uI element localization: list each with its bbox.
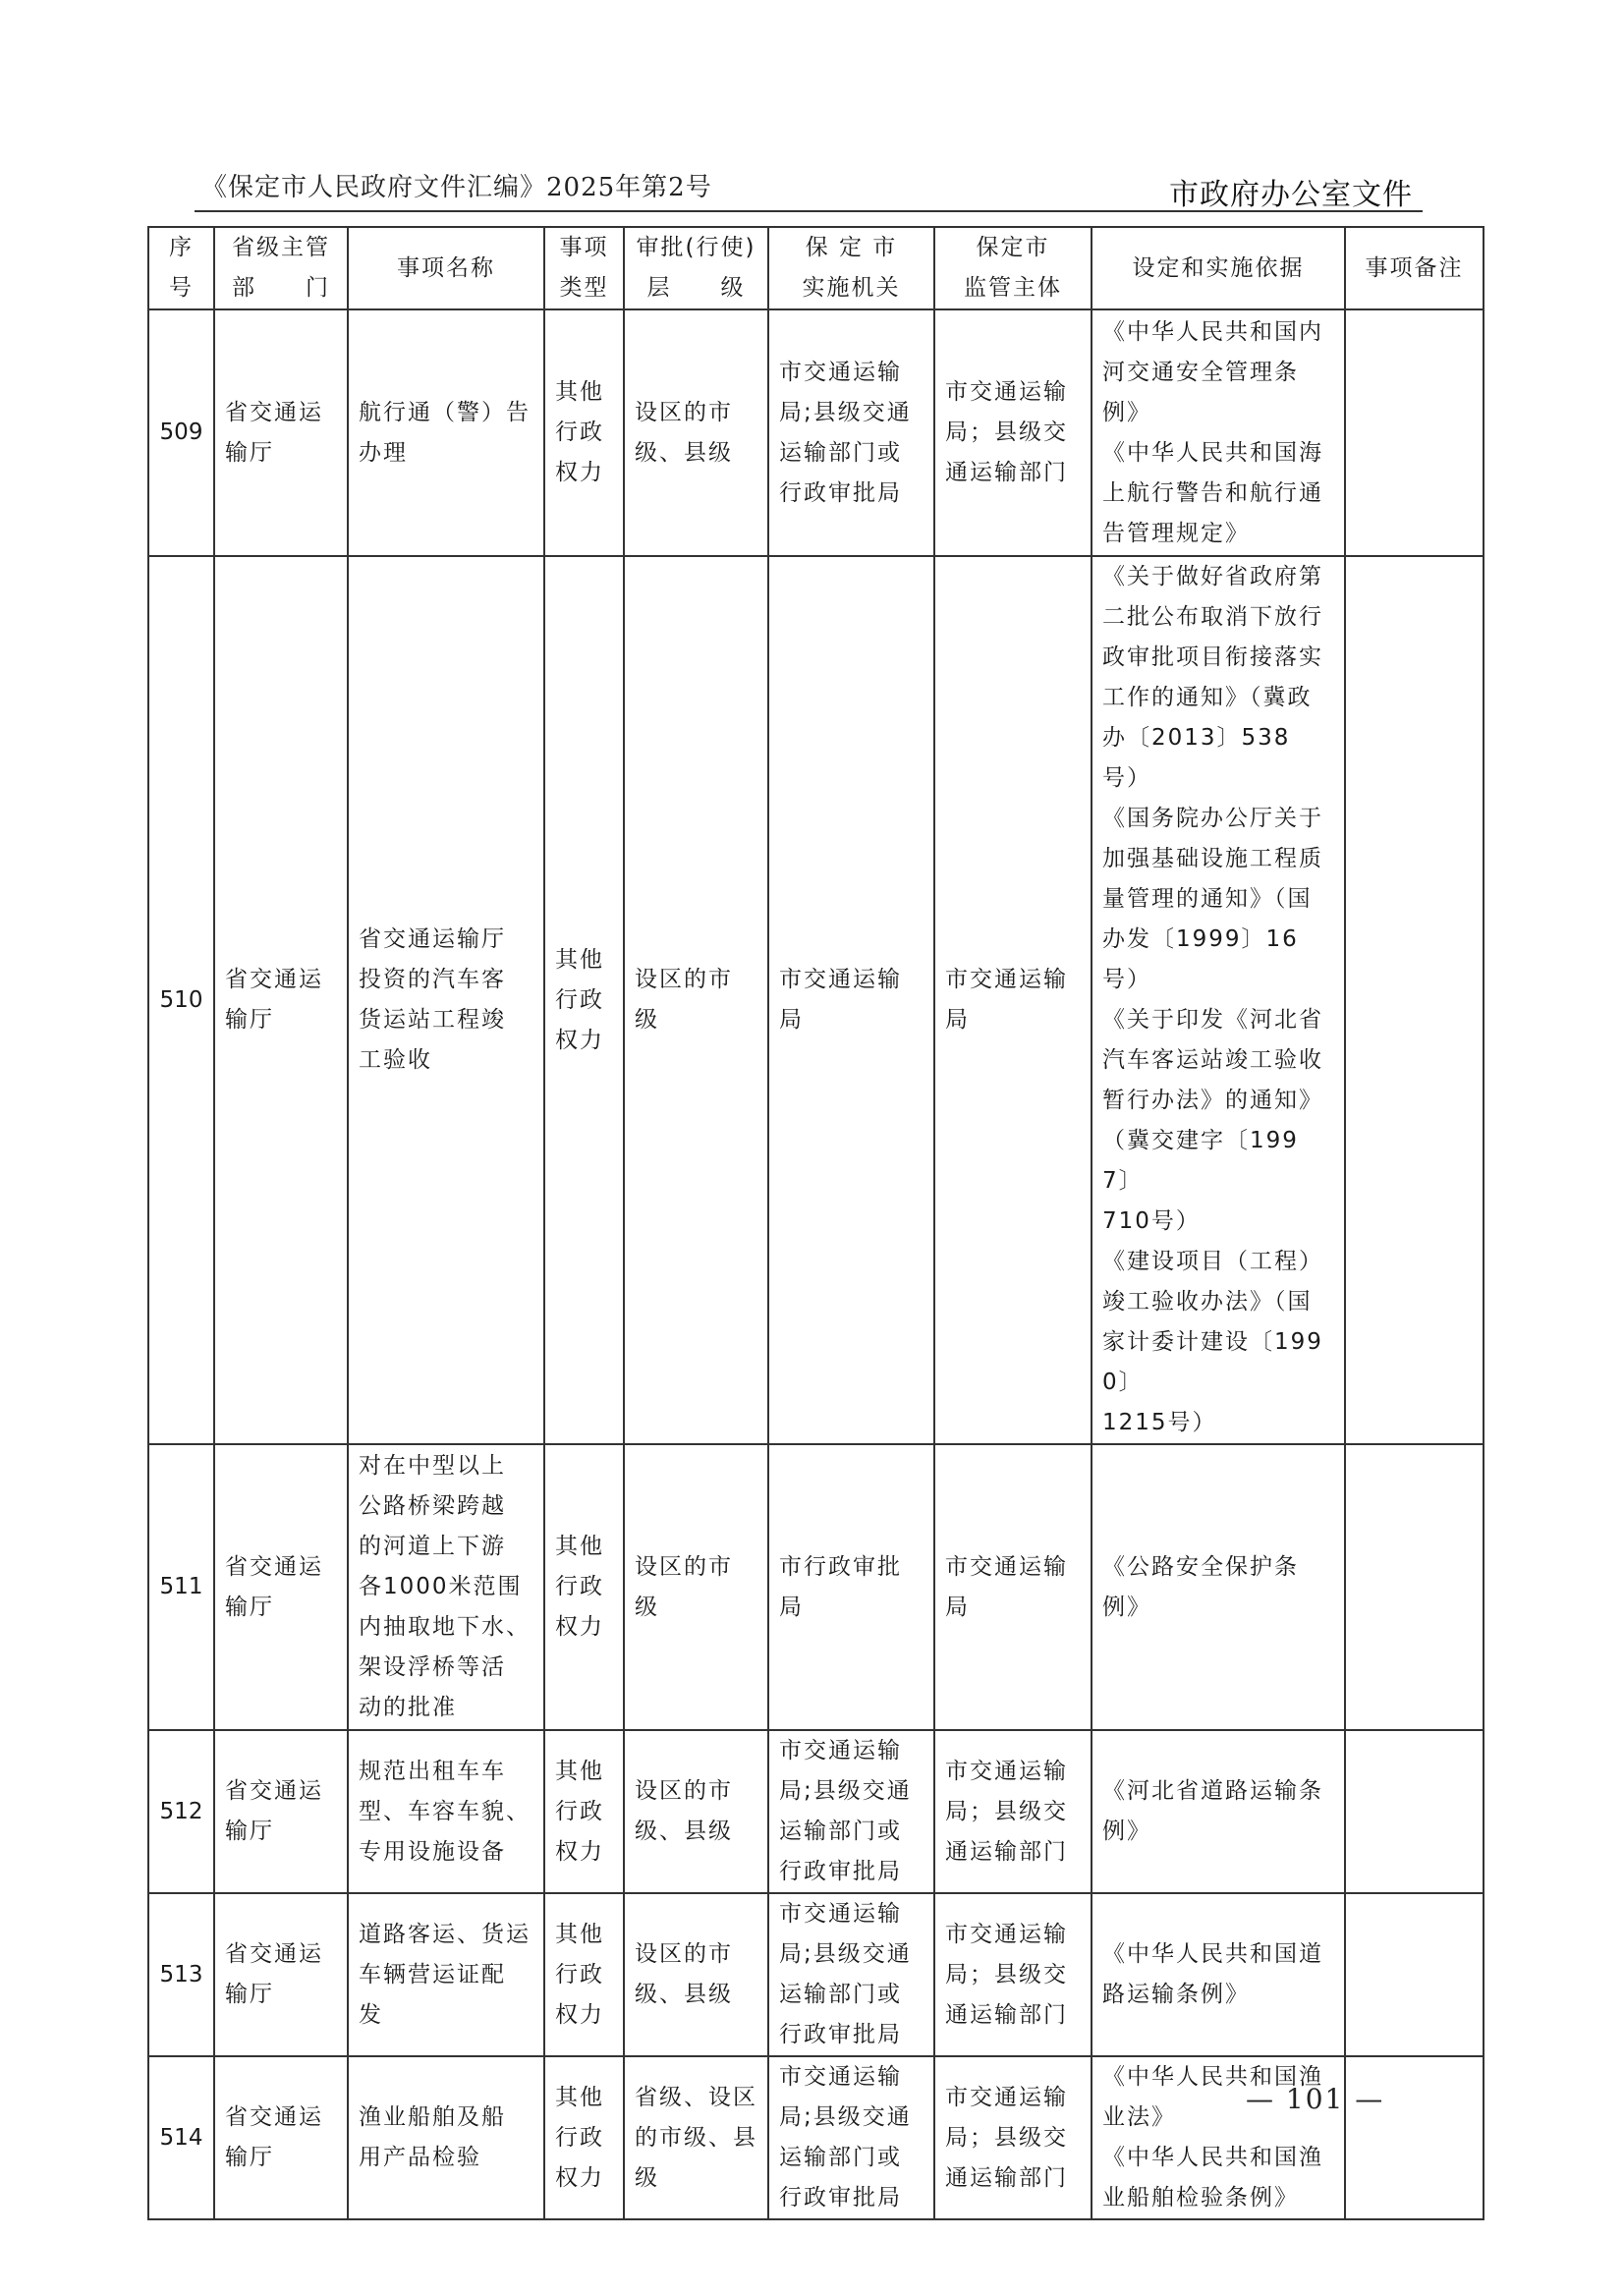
cell-dept: 省交通运 输厅 bbox=[214, 1730, 348, 1893]
cell-seq: 511 bbox=[148, 1444, 214, 1730]
cell-name: 渔业船舶及船 用产品检验 bbox=[348, 2056, 544, 2219]
cell-level: 设区的市 级 bbox=[624, 556, 768, 1444]
col-header-seq: 序号 bbox=[148, 227, 214, 309]
col-header-type: 事项 类型 bbox=[544, 227, 624, 309]
header-section-title: 市政府办公室文件 bbox=[1169, 178, 1413, 212]
cell-agency: 市行政审批 局 bbox=[768, 1444, 934, 1730]
cell-type: 其他 行政 权力 bbox=[544, 2056, 624, 2219]
table-row bbox=[148, 1893, 1484, 2056]
cell-supervisor: 市交通运输 局 bbox=[934, 556, 1092, 1444]
cell-level: 设区的市 级 bbox=[624, 1444, 768, 1730]
table-row bbox=[148, 309, 1484, 556]
cell-name: 对在中型以上 公路桥梁跨越 的河道上下游 各1000米范围 内抽取地下水、 架设浮桥等活 动的批准 bbox=[348, 1444, 544, 1730]
cell-seq: 510 bbox=[148, 556, 214, 1444]
cell-name: 规范出租车车 型、车容车貌、 专用设施设备 bbox=[348, 1730, 544, 1893]
cell-name: 省交通运输厅 投资的汽车客 货运站工程竣 工验收 bbox=[348, 556, 544, 1444]
cell-basis: 《关于做好省政府第 二批公布取消下放行 政审批项目衔接落实 工作的通知》（冀政 办〔2013〕538号） 《国务院办公厅关于 加强基础设施工程质 量管理的通知》（国 办发〔1999〕16号） 《关于印发《河北省 汽车客运站竣工验收 暂行办法》的通知》 （冀交建字〔1997〕 710号） 《建设项目（工程） 竣工验收办法》（国 家计委计建设〔1990〕 1215号） bbox=[1092, 556, 1345, 1444]
cell-note bbox=[1345, 1444, 1484, 1730]
table-row bbox=[148, 556, 1484, 1444]
table-row bbox=[148, 1730, 1484, 1893]
table-header-row bbox=[148, 227, 1484, 309]
cell-level: 设区的市 级、县级 bbox=[624, 1730, 768, 1893]
cell-level: 设区的市 级、县级 bbox=[624, 309, 768, 556]
cell-agency: 市交通运输 局;县级交通 运输部门或 行政审批局 bbox=[768, 1730, 934, 1893]
cell-seq: 512 bbox=[148, 1730, 214, 1893]
cell-dept: 省交通运 输厅 bbox=[214, 2056, 348, 2219]
col-header-name: 事项名称 bbox=[348, 227, 544, 309]
cell-basis: 《中华人民共和国渔 业法》 《中华人民共和国渔 业船舶检验条例》 bbox=[1092, 2056, 1345, 2219]
cell-name: 航行通（警）告 办理 bbox=[348, 309, 544, 556]
col-header-note: 事项备注 bbox=[1345, 227, 1484, 309]
cell-seq: 509 bbox=[148, 309, 214, 556]
cell-note bbox=[1345, 2056, 1484, 2219]
cell-basis: 《中华人民共和国道 路运输条例》 bbox=[1092, 1893, 1345, 2056]
power-items-table bbox=[147, 226, 1484, 2220]
cell-type: 其他 行政 权力 bbox=[544, 1444, 624, 1730]
cell-agency: 市交通运输 局;县级交通 运输部门或 行政审批局 bbox=[768, 2056, 934, 2219]
cell-agency: 市交通运输 局;县级交通 运输部门或 行政审批局 bbox=[768, 1893, 934, 2056]
cell-level: 设区的市 级、县级 bbox=[624, 1893, 768, 2056]
cell-name: 道路客运、货运 车辆营运证配 发 bbox=[348, 1893, 544, 2056]
cell-seq: 513 bbox=[148, 1893, 214, 2056]
cell-note bbox=[1345, 1730, 1484, 1893]
cell-supervisor: 市交通运输 局；县级交 通运输部门 bbox=[934, 1730, 1092, 1893]
col-header-agency: 保 定 市 实施机关 bbox=[768, 227, 934, 309]
cell-dept: 省交通运 输厅 bbox=[214, 1893, 348, 2056]
cell-note bbox=[1345, 309, 1484, 556]
cell-basis: 《公路安全保护条 例》 bbox=[1092, 1444, 1345, 1730]
header-rule bbox=[195, 210, 1423, 212]
cell-supervisor: 市交通运输 局；县级交 通运输部门 bbox=[934, 2056, 1092, 2219]
cell-dept: 省交通运 输厅 bbox=[214, 556, 348, 1444]
cell-supervisor: 市交通运输 局；县级交 通运输部门 bbox=[934, 1893, 1092, 2056]
cell-agency: 市交通运输 局;县级交通 运输部门或 行政审批局 bbox=[768, 309, 934, 556]
cell-type: 其他 行政 权力 bbox=[544, 1893, 624, 2056]
cell-dept: 省交通运 输厅 bbox=[214, 1444, 348, 1730]
cell-basis: 《河北省道路运输条 例》 bbox=[1092, 1730, 1345, 1893]
cell-type: 其他 行政 权力 bbox=[544, 1730, 624, 1893]
cell-note bbox=[1345, 1893, 1484, 2056]
cell-dept: 省交通运 输厅 bbox=[214, 309, 348, 556]
cell-type: 其他 行政 权力 bbox=[544, 556, 624, 1444]
table-row bbox=[148, 2056, 1484, 2219]
header-publication-title: 《保定市人民政府文件汇编》2025年第2号 bbox=[201, 173, 712, 202]
cell-type: 其他 行政 权力 bbox=[544, 309, 624, 556]
cell-note bbox=[1345, 556, 1484, 1444]
cell-level: 省级、设区 的市级、县 级 bbox=[624, 2056, 768, 2219]
page-number: — 101 — bbox=[1246, 2083, 1385, 2115]
table-row bbox=[148, 1444, 1484, 1730]
col-header-supervisor: 保定市 监管主体 bbox=[934, 227, 1092, 309]
cell-basis: 《中华人民共和国内 河交通安全管理条 例》 《中华人民共和国海 上航行警告和航行通 告管理规定》 bbox=[1092, 309, 1345, 556]
col-header-dept: 省级主管 部 门 bbox=[214, 227, 348, 309]
cell-supervisor: 市交通运输 局；县级交 通运输部门 bbox=[934, 309, 1092, 556]
cell-agency: 市交通运输 局 bbox=[768, 556, 934, 1444]
col-header-basis: 设定和实施依据 bbox=[1092, 227, 1345, 309]
cell-supervisor: 市交通运输 局 bbox=[934, 1444, 1092, 1730]
col-header-level: 审批(行使) 层 级 bbox=[624, 227, 768, 309]
cell-seq: 514 bbox=[148, 2056, 214, 2219]
